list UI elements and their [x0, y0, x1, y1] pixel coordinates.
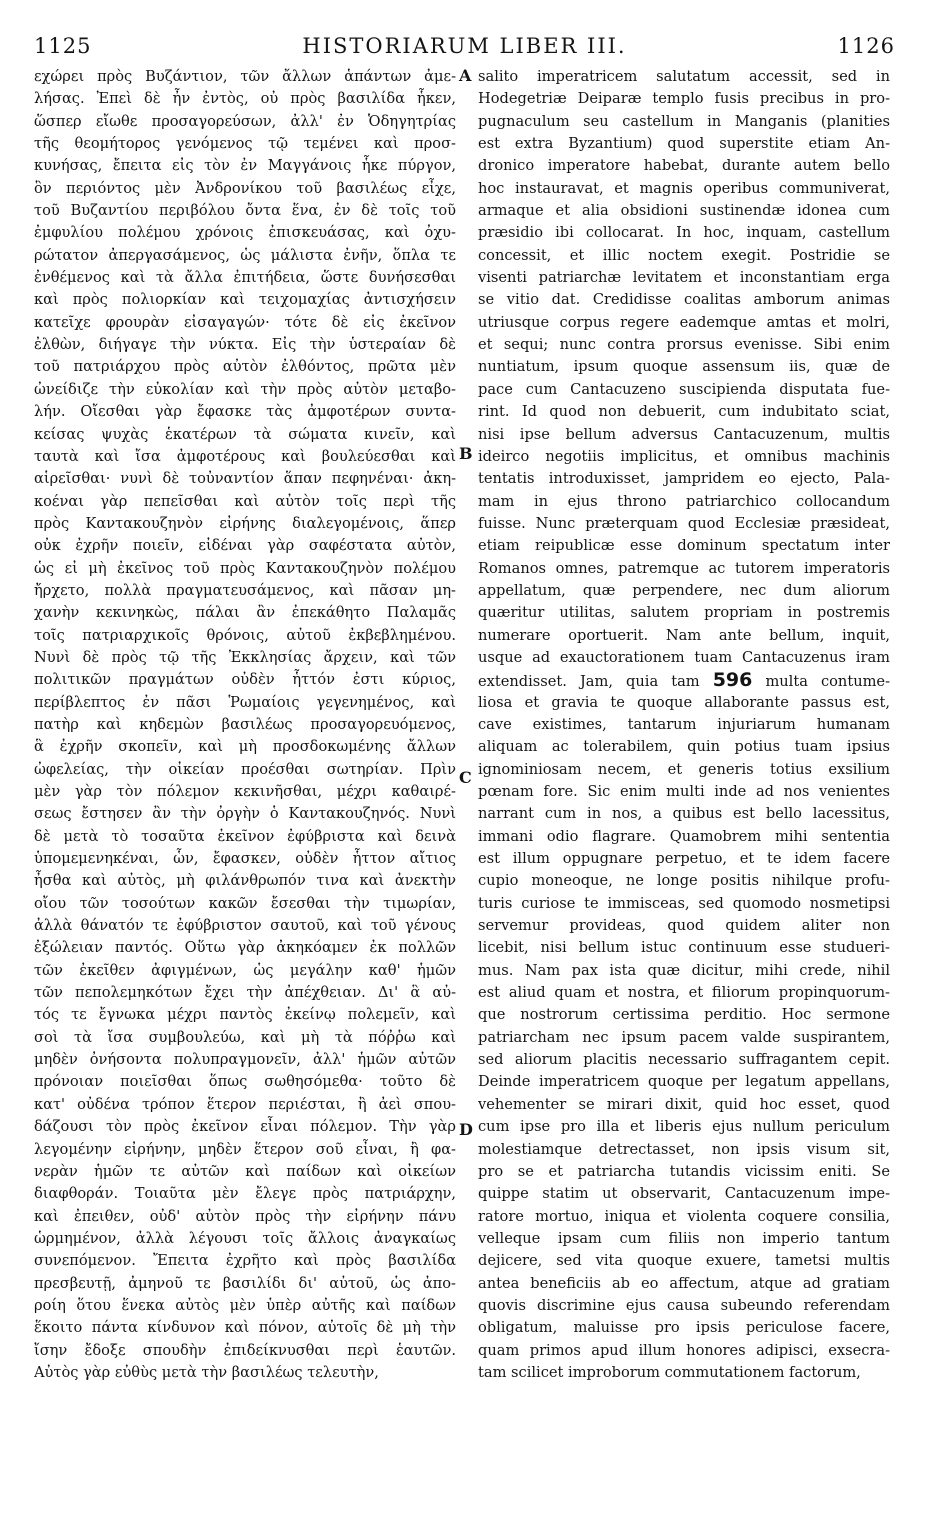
- latin-text-line: cave existimes, tantarum injuriarum humanam: [478, 715, 890, 733]
- latin-text-line: sed aliorum placitis necessario suffragantem cepit.: [478, 1051, 890, 1069]
- latin-text-line: fuisse. Nunc præterquam quod Ecclesiæ præsideat,: [478, 514, 890, 532]
- greek-text-line: κοέναι γὰρ πεπεῖσθαι καὶ αὐτὸν τοῖς περὶ τῆς: [34, 492, 456, 510]
- greek-text-line: Νυνὶ δὲ πρὸς τῷ τῆς Ἐκκλησίας ἄρχειν, καὶ τῶν: [34, 648, 456, 666]
- latin-text-line: præsidio ibi collocarat. In hoc, inquam, castellum: [478, 224, 890, 242]
- greek-text-line: ἐμφυλίου πολέμου χρόνοις ἐπισκευάσας, καὶ ὀχυ-: [34, 224, 456, 242]
- latin-text-line: quæritur utilitas, salutem propriam in postremis: [478, 604, 890, 622]
- latin-text-line: dronico imperatore habebat, durante autem bello: [478, 157, 890, 175]
- greek-text-line: ἦσθα καὶ αὐτὸς, μὴ φιλάνθρωπόν τινα καὶ ἀνεκτὴν: [34, 872, 456, 890]
- latin-text-line: mam in ejus throno patriarchico collocandum: [478, 492, 890, 510]
- latin-text-line: tentatis introduxisset, jampridem eo ejecto, Pala-: [478, 470, 890, 488]
- latin-text-line: dejicere, sed vita quoque exuere, tametsi multis: [478, 1252, 890, 1270]
- latin-text-line: concessit, et illic noctem exegit. Postridie se: [478, 246, 890, 264]
- latin-text-line: ignominiosam necem, et generis totius exsilium: [478, 760, 890, 778]
- latin-text-line: servemur provideas, quod quidem aliter non: [478, 917, 890, 935]
- section-marker-a: A: [459, 66, 472, 85]
- greek-text-line: καὶ πρὸς πολιορκίαν καὶ τειχομαχίας ἀντισχήσειν: [34, 291, 456, 309]
- greek-text-line: νερὰν ἡμῶν τε αὐτῶν καὶ παίδων καὶ οἰκείων: [34, 1162, 456, 1180]
- greek-text-line: ρώτατον ἀπεργασάμενος, ὡς μάλιστα ἐνῆν, ὅπλα τε: [34, 246, 456, 264]
- greek-text-line: αἱρεῖσθαι· νυνὶ δὲ τοὐναντίον ἅπαν πεφηνέναι· ἀκη-: [34, 470, 456, 488]
- latin-text-line: mus. Nam pax ista quæ dicitur, mihi crede, nihil: [478, 961, 890, 979]
- page-number-left: 1125: [34, 34, 92, 58]
- latin-text-line: que nostrorum certissima perditio. Hoc sermone: [478, 1006, 890, 1024]
- greek-text-line: μηδὲν ὀνήσοντα πολυπραγμονεῖν, ἀλλ' ἡμῶν αὐτῶν: [34, 1051, 456, 1069]
- section-marker-d: D: [459, 1120, 473, 1139]
- greek-text-line: Αὐτὸς γὰρ εὐθὺς μετὰ τὴν βασιλέως τελευτὴν,: [34, 1363, 379, 1381]
- greek-text-line: τοῦ Βυζαντίου περιβόλου ὄντα ἕνα, ἐν δὲ τοῖς τοῦ: [34, 202, 456, 220]
- greek-text-line: ἤρχετο, πολλὰ πραγματευσάμενος, καὶ πᾶσαν μη-: [34, 581, 456, 599]
- greek-text-line: πρεσβευτῇ, ἀμηνοῦ τε βασιλίδι δι' αὐτοῦ, ὡς ἀπο-: [34, 1274, 456, 1292]
- greek-text-line: τοῦ πατριάρχου πρὸς αὐτὸν ἐλθόντος, πρῶτα μὲν: [34, 358, 456, 376]
- latin-text-line: numerare oportuerit. Nam ante bellum, inquit,: [478, 626, 890, 644]
- greek-text-line: ταυτὰ καὶ ἴσα ἀμφοτέρους καὶ βουλεύεσθαι καὶ: [34, 447, 456, 465]
- greek-text-column: [34, 66, 456, 1384]
- greek-text-line: ἃ ἐχρῆν σκοπεῖν, καὶ μὴ προσδοκωμένης ἄλλων: [34, 738, 456, 756]
- greek-text-line: σεως ἔστησεν ἂν τὴν ὀργὴν ὁ Καντακουζηνός. Νυνὶ: [34, 805, 456, 823]
- greek-text-line: ροίη ὅτου ἕνεκα αὐτὸς μὲν ὑπὲρ αὐτῆς καὶ παίδων: [34, 1296, 456, 1314]
- latin-text-line: molestiamque detrectasset, non ipsis visum sit,: [478, 1140, 890, 1158]
- greek-text-line: μὲν γὰρ τὸν πόλεμον κεκινῆσθαι, μέχρι καθαιρέ-: [34, 783, 456, 800]
- inline-page-number: 596: [712, 669, 753, 692]
- latin-text-line: est extra Byzantium) quod superstite etiam An-: [478, 135, 890, 153]
- greek-text-line: λήσας. Ἐπεὶ δὲ ἦν ἐντὸς, οὐ πρὸς βασιλίδα ἧκεν,: [34, 90, 456, 108]
- running-header: [34, 34, 895, 64]
- greek-text-line: πολιτικῶν πραγμάτων οὐδὲν ἧττόν ἐστι κύριος,: [34, 671, 456, 689]
- latin-text-line: et sequi; nunc contra prorsus evenisse. Sibi enim: [478, 336, 890, 354]
- latin-text-line: immani odio flagrare. Quamobrem mihi sententia: [478, 827, 890, 845]
- latin-text-line: quovis discrimine ejus causa subeundo referendam: [478, 1296, 890, 1314]
- latin-text-line: utriusque corpus regere eademque amtas et molri,: [478, 313, 890, 331]
- greek-text-line: τῆς θεομήτορος γενόμενος τῷ τεμένει καὶ προσ-: [34, 135, 456, 153]
- greek-text-line: κατ' οὐδένα τρόπον ἕτερον περιέσται, ἢ ἀεὶ σπου-: [34, 1095, 456, 1113]
- greek-text-line: τῶν πεπολεμηκότων ἔχει τὴν ἀπέχθειαν. Δι' ἃ αὐ-: [34, 984, 456, 1002]
- latin-text-line: ideirco negotiis implicitus, et omnibus machinis: [478, 447, 890, 465]
- greek-text-line: ὃν περιόντος μὲν Ἀνδρονίκου τοῦ βασιλέως εἶχε,: [34, 179, 456, 197]
- greek-text-line: ἀλλὰ θάνατόν τε ἐφύβριστον σαυτοῦ, καὶ τοῦ γένους: [34, 917, 456, 935]
- latin-text-column: [478, 66, 890, 1384]
- latin-text-line: hoc instauravat, et magnis operibus communiverat,: [478, 179, 890, 197]
- greek-text-line: κυνήσας, ἔπειτα εἰς τὸν ἐν Μαγγάνοις ἧκε πύργον,: [34, 157, 456, 175]
- greek-text-line: ὑπομεμενηκέναι, ὧν, ἔφασκεν, οὐδὲν ἧττον αἴτιος: [34, 850, 456, 868]
- greek-text-line: οὐκ ἐχρῆν ποιεῖν, εἰδέναι γὰρ σαφέστατα αὐτὸν,: [34, 537, 456, 555]
- latin-text-line: vehementer se mirari dixit, quid hoc esset, quod: [478, 1095, 890, 1113]
- latin-text-line: est illum oppugnare perpetuo, et te idem facere: [478, 850, 890, 868]
- latin-text-line: aliquam ac tolerabilem, quin potius tuam ipsius: [478, 738, 890, 756]
- latin-text-line: est aliud quam et nostra, et filiorum propinquorum-: [478, 984, 890, 1002]
- latin-text-line: turis curiose te immisceas, sed quomodo nosmetipsi: [478, 894, 890, 912]
- latin-text-line: Hodegetriæ Deiparæ templo fusis precibus in pro-: [478, 90, 890, 108]
- greek-text-line: σοὶ τὰ ἴσα συμβουλεύω, καὶ μὴ τὰ πόῤῥω καὶ: [34, 1028, 456, 1046]
- greek-text-line: πατὴρ καὶ κηδεμὼν βασιλέως προσαγορευόμενος,: [34, 715, 456, 733]
- greek-text-line: ὠνείδιζε τὴν εὐκολίαν καὶ τὴν πρὸς αὐτὸν μεταβο-: [34, 380, 456, 398]
- greek-text-line: ὠφελείας, τὴν οἰκείαν προέσθαι σωτηρίαν. Πρὶν: [34, 760, 456, 778]
- greek-text-line: κείσας ψυχὰς ἑκατέρων τὰ σώματα κινεῖν, καὶ: [34, 425, 456, 443]
- latin-text-line: nuntiatum, ipsum quoque assensum iis, quæ de: [478, 358, 890, 376]
- latin-text-line: nisi ipse bellum adversus Cantacuzenum, multis: [478, 425, 890, 443]
- latin-text-line: rint. Id quod non debuerit, cum indubitato sciat,: [478, 403, 890, 421]
- greek-text-line: ὡς εἰ μὴ ἐκεῖνος τοῦ πρὸς Καντακουζηνὸν πολέμου: [34, 559, 456, 577]
- section-marker-b: B: [459, 444, 473, 463]
- latin-text-line: narrant cum in nos, a quibus est bello lacessitus,: [478, 805, 890, 823]
- greek-text-line: χανὴν κεκινηκὼς, πάλαι ἂν ἐπεκάθητο Παλαμᾶς: [34, 604, 456, 622]
- section-marker-c: C: [459, 768, 472, 787]
- latin-text-line: patriarcham nec ipsum pacem valde suspirantem,: [478, 1028, 890, 1046]
- greek-text-line: ἴσην ἔδοξε σπουδὴν ἐπιδείκνυσθαι περὶ ἑαυτῶν.: [34, 1341, 456, 1359]
- greek-text-line: ὡρμημένον, ἀλλὰ λέγουσι τοῖς ἄλλοις ἀναγκαίως: [34, 1229, 456, 1247]
- greek-text-line: περίβλεπτος ἐν πᾶσι Ῥωμαίοις γεγενημένος, καὶ: [34, 693, 456, 711]
- latin-text-line: antea beneficiis ab eo affectum, atque ad gratiam: [478, 1274, 890, 1292]
- latin-text-line: usque ad exauctorationem tuam Cantacuzenus iram: [478, 648, 890, 666]
- latin-text-line: Deinde imperatricem quoque per legatum appellans,: [478, 1073, 890, 1091]
- greek-text-line: ἐξώλειαν παντός. Οὕτω γὰρ ἀκηκόαμεν ἐκ πολλῶν: [34, 939, 456, 957]
- latin-text-line: salito imperatricem salutatum accessit, sed in: [478, 68, 890, 85]
- latin-text-line: cum ipse pro illa et liberis ejus nullum periculum: [478, 1118, 890, 1136]
- latin-text-line: quam primos apud illum honores adipisci, exsecra-: [478, 1341, 890, 1359]
- greek-text-line: συνεπόμενον. Ἔπειτα ἐχρῆτο καὶ πρὸς βασιλίδα: [34, 1252, 456, 1270]
- latin-text-line: tam scilicet improborum commutationem factorum,: [478, 1363, 861, 1381]
- greek-text-line: διαφθοράν. Τοιαῦτα μὲν ἔλεγε πρὸς πατριάρχην,: [34, 1185, 456, 1203]
- greek-text-line: δὲ μετὰ τὸ τοσαῦτα ἐκεῖνον ἐφύβριστα καὶ δεινὰ: [34, 827, 456, 845]
- greek-text-line: τός τε ἔγνωκα μέχρι παντὸς ἐκείνῳ πολεμεῖν, καὶ: [34, 1006, 456, 1024]
- greek-text-line: ἐνθέμενος καὶ τὰ ἄλλα ἐπιτήδεια, ὥστε δυνήσεσθαι: [34, 269, 456, 287]
- greek-text-line: ὥσπερ εἴωθε προσαγορεύσων, ἀλλ' ἐν Ὁδηγητρίας: [34, 112, 456, 130]
- latin-text-line: armaque et alia obsidioni sustinendæ idonea cum: [478, 202, 890, 220]
- greek-text-line: λήν. Οἴεσθαι γὰρ ἔφασκε τὰς ἀμφοτέρων συντα-: [34, 403, 456, 421]
- greek-text-line: οἴου τῶν τοσούτων κακῶν ἔσεσθαι τὴν τιμωρίαν,: [34, 894, 456, 912]
- latin-text-line: se vitio dat. Credidisse coalitas amborum animas: [478, 291, 890, 309]
- greek-text-line: πρὸς Καντακουζηνὸν εἰρήνης διαλεγομένοις, ἅπερ: [34, 514, 456, 532]
- latin-text-line: liosa et gravia te quoque allaborante passus est,: [478, 693, 890, 711]
- greek-text-line: λεγομένην εἰρήνην, μηδὲν ἕτερον σοῦ εἶναι, ἢ φα-: [34, 1140, 456, 1158]
- greek-text-line: τῶν ἐκεῖθεν ἀφιγμένων, ὡς μεγάλην καθ' ἡμῶν: [34, 961, 456, 979]
- latin-text-line: cupio moneoque, ne longe positis nihilque profu-: [478, 872, 890, 890]
- latin-text-line: ratore mortuo, iniqua et violenta coquere consilia,: [478, 1207, 890, 1225]
- greek-text-line: ἕκοιτο πάντα κίνδυνον καὶ πόνον, αὐτοῖς δὲ μὴ τὴν: [34, 1319, 456, 1337]
- greek-text-line: δάζουσι τὸν πρὸς ἐκεῖνον εἶναι πόλεμον. Τὴν γὰρ: [34, 1118, 456, 1136]
- latin-text-line: Romanos omnes, patremque ac tutorem imperatoris: [478, 559, 890, 577]
- latin-text-line: velleque ipsam cum filiis non imperio tantum: [478, 1229, 890, 1247]
- latin-text-line: extendisset. Jam, quia tam 596 multa contume-: [478, 669, 890, 692]
- latin-text-line: visenti patriarchæ levitatem et inconstantiam erga: [478, 269, 890, 287]
- greek-text-line: κατεῖχε φρουρὰν εἰσαγαγών· τότε δὲ εἰς ἐκεῖνον: [34, 313, 456, 331]
- greek-text-line: τοῖς πατριαρχικοῖς θρόνοις, αὐτοῦ ἐκβεβλημένου.: [34, 626, 456, 644]
- latin-text-line: licebit, nisi bellum istuc continuum esse studueri-: [478, 939, 890, 957]
- greek-text-line: καὶ ἐπειθεν, οὐδ' αὐτὸν πρὸς τὴν εἰρήνην πάνυ: [34, 1207, 456, 1225]
- latin-text-line: pro se et patriarcha tutandis vicissim eniti. Se: [478, 1162, 890, 1180]
- greek-text-line: πρόνοιαν ποιεῖσθαι ὅπως σωθησόμεθα· τοῦτο δὲ: [34, 1073, 456, 1091]
- latin-text-line: obligatum, maluisse pro ipsis periculose facere,: [478, 1319, 890, 1337]
- latin-text-line: pace cum Cantacuzeno suscipienda disputata fue-: [478, 380, 890, 398]
- latin-text-line: pœnam fore. Sic enim multi inde ad nos venientes: [478, 783, 890, 800]
- greek-text-line: ἐλθὼν, διήγαγε τὴν νύκτα. Εἰς τὴν ὑστεραίαν δὲ: [34, 336, 456, 354]
- latin-text-line: etiam reipublicæ esse dominum spectatum inter: [478, 537, 890, 555]
- latin-text-line: appellatum, quæ perpendere, nec dum aliorum: [478, 581, 890, 599]
- page-number-right: 1126: [837, 34, 895, 58]
- greek-text-line: εχώρει πρὸς Βυζάντιον, τῶν ἄλλων ἁπάντων ἀμε-: [34, 68, 456, 85]
- running-title: HISTORIARUM LIBER III.: [302, 34, 627, 58]
- latin-text-line: quippe statim ut observarit, Cantacuzenum impe-: [478, 1185, 890, 1203]
- latin-text-line: pugnaculum seu castellum in Manganis (planities: [478, 112, 890, 130]
